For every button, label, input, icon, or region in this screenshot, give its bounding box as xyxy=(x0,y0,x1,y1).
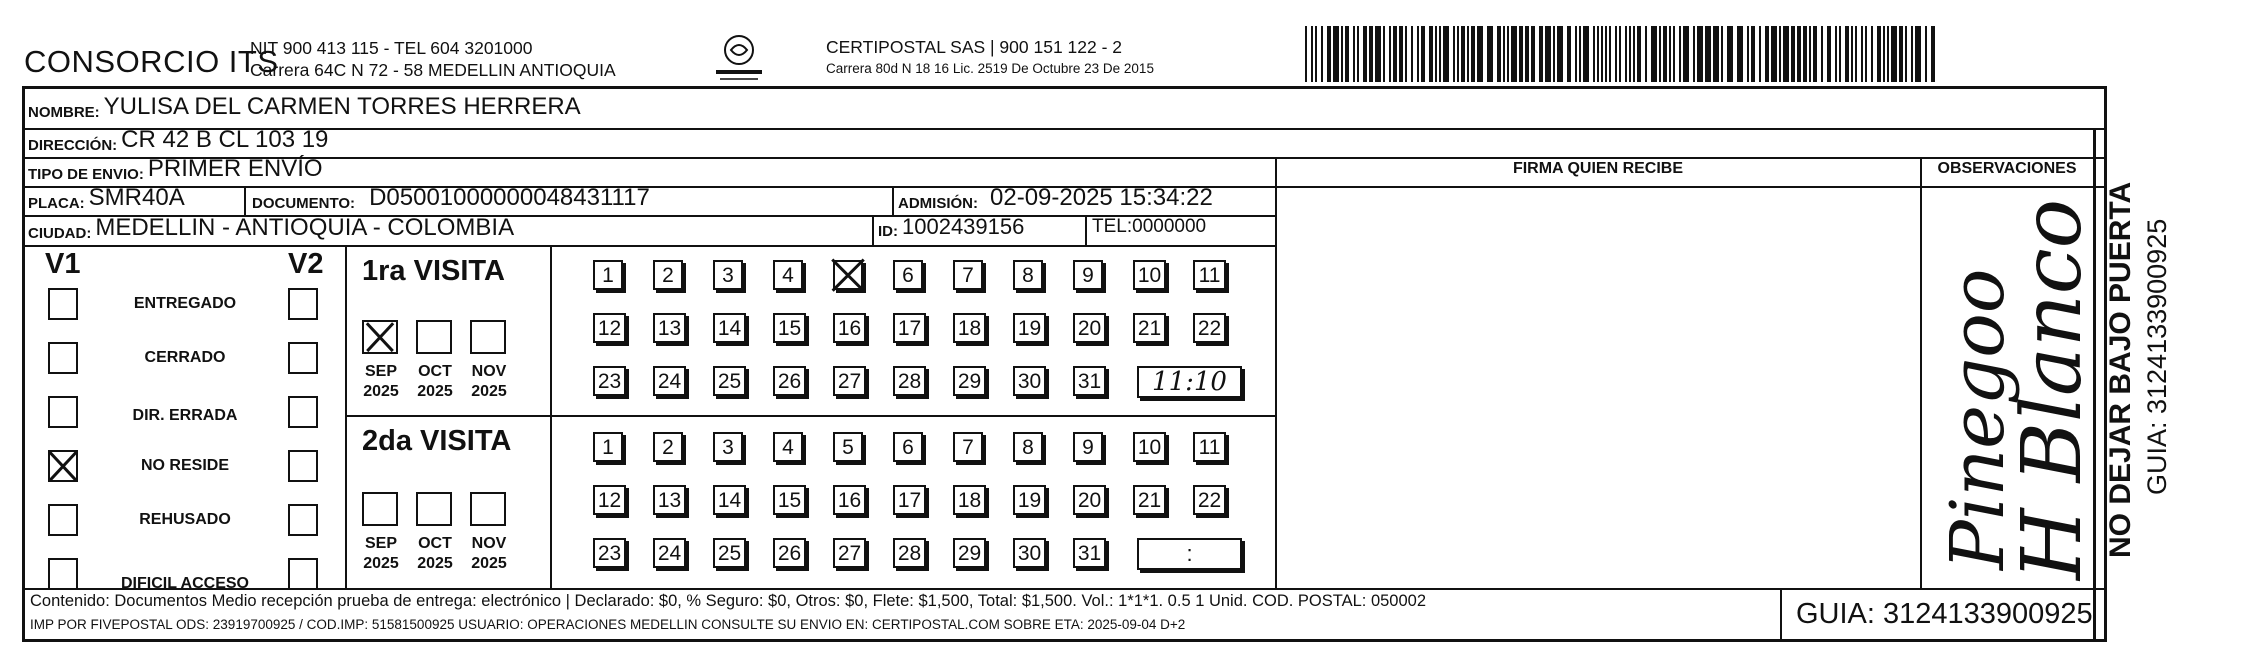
barcode-bar xyxy=(1435,26,1437,82)
barcode-bar xyxy=(1605,26,1607,82)
day-box[interactable]: 20 xyxy=(1073,485,1106,515)
barcode-bar xyxy=(1457,26,1459,82)
barcode-bar xyxy=(1683,26,1689,82)
day-box[interactable]: 10 xyxy=(1133,432,1166,462)
barcode-bar xyxy=(1477,26,1483,82)
barcode-bar xyxy=(1633,26,1635,82)
barcode-bar xyxy=(1809,26,1811,82)
status-label: NO RESIDE xyxy=(140,457,229,474)
barcode-bar xyxy=(1345,26,1349,82)
day-box[interactable]: 11 xyxy=(1193,260,1226,290)
footer-guide-number: GUIA: 3124133900925 xyxy=(1796,598,2093,630)
month-name: NOV xyxy=(471,535,507,552)
footer-print-info: IMP POR FIVEPOSTAL ODS: 23919700925 / COD.IMP: 51581500925 USUARIO: OPERACIONES MEDELLIN CONSULTE SU ENVIO EN: CERTIPOSTAL.COM SOBRE ETA: 2025-09-04 D+2 xyxy=(30,617,1186,632)
month-name: OCT xyxy=(418,535,452,552)
month-checkbox[interactable] xyxy=(416,320,452,354)
day-box[interactable]: 25 xyxy=(713,538,746,568)
city-label: CIUDAD: xyxy=(28,225,92,242)
barcode-bar xyxy=(1765,26,1769,82)
status-label: ENTREGADO xyxy=(133,295,237,312)
barcode-bar xyxy=(1341,26,1343,82)
day-box[interactable]: 31 xyxy=(1073,366,1106,396)
visit2-title: 2da VISITA xyxy=(362,425,512,457)
barcode-bar xyxy=(1461,26,1465,82)
barcode-bar xyxy=(1363,26,1367,82)
barcode-bar xyxy=(1609,26,1611,82)
barcode-bar xyxy=(1531,26,1535,82)
month-label xyxy=(355,534,407,574)
status-v1-checkbox[interactable] xyxy=(48,558,78,590)
barcode-bar xyxy=(1567,26,1571,82)
document-number: D05001000000048431117 xyxy=(369,184,650,211)
observation-handwriting-2: H Blanco xyxy=(2005,198,2100,580)
tel: 0000000 xyxy=(1132,216,1207,237)
barcode-bar xyxy=(1727,26,1733,82)
city-field xyxy=(28,214,514,242)
carrier-info xyxy=(826,36,1154,80)
certipostal-logo-icon xyxy=(710,30,768,88)
day-box[interactable]: 10 xyxy=(1133,260,1166,290)
recipient-name: YULISA DEL CARMEN TORRES HERRERA xyxy=(103,93,581,120)
carrier-address: Carrera 80d N 18 16 Lic. 2519 De Octubre 23 De 2015 xyxy=(826,61,1154,76)
address-label: DIRECCIÓN: xyxy=(28,137,118,154)
signature-header: FIRMA QUIEN RECIBE xyxy=(1512,160,1684,177)
day-box[interactable]: 2 xyxy=(653,260,683,290)
day-box[interactable]: 19 xyxy=(1013,313,1046,343)
barcode-bar xyxy=(1693,26,1695,82)
day-box[interactable]: 21 xyxy=(1133,313,1166,343)
barcode-bar xyxy=(1545,26,1551,82)
carrier-line: CERTIPOSTAL SAS | 900 151 122 - 2 xyxy=(826,37,1123,57)
day-box[interactable]: 1 xyxy=(593,432,623,462)
status-v2-checkbox[interactable] xyxy=(288,288,318,320)
day-box[interactable]: 27 xyxy=(833,366,866,396)
barcode-bar xyxy=(1737,26,1743,82)
admission-field xyxy=(898,184,1213,212)
month-checkbox[interactable] xyxy=(362,492,398,526)
name-label: NOMBRE: xyxy=(28,104,100,121)
status-label: REHUSADO xyxy=(139,511,231,528)
barcode-bar xyxy=(1353,26,1355,82)
barcode-bar xyxy=(1429,26,1433,82)
day-box[interactable]: 6 xyxy=(893,260,923,290)
recipient-id: 1002439156 xyxy=(902,214,1025,239)
barcode-bar xyxy=(1839,26,1841,82)
send-type: PRIMER ENVÍO xyxy=(147,155,323,182)
observation-handwriting-1: Pinegoo xyxy=(1935,268,2021,570)
day-box[interactable]: 22 xyxy=(1193,313,1226,343)
barcode-bar xyxy=(1583,26,1589,82)
city: MEDELLIN - ANTIOQUIA - COLOMBIA xyxy=(95,214,515,241)
barcode-bar xyxy=(1453,26,1455,82)
barcode-bar xyxy=(1905,26,1907,82)
barcode-bar xyxy=(1911,26,1913,82)
document-field xyxy=(252,184,650,212)
day-box[interactable]: 18 xyxy=(953,485,986,515)
send-type-label: TIPO DE ENVIO: xyxy=(28,166,144,183)
barcode-bar xyxy=(1525,26,1529,82)
barcode-bar xyxy=(1697,26,1703,82)
day-box[interactable]: 1 xyxy=(593,260,623,290)
plate: SMR40A xyxy=(88,184,185,211)
barcode-bar xyxy=(1315,26,1317,82)
day-box[interactable]: 12 xyxy=(593,313,626,343)
tel-label: TEL: xyxy=(1092,216,1133,237)
barcode-bar xyxy=(1669,26,1671,82)
day-box[interactable]: 6 xyxy=(893,432,923,462)
barcode-bar xyxy=(1615,26,1617,82)
observations-header: OBSERVACIONES xyxy=(1937,160,2077,177)
day-box[interactable]: 5 xyxy=(833,432,863,462)
month-name: OCT xyxy=(418,363,452,380)
day-box[interactable]: 14 xyxy=(713,313,746,343)
barcode-bar xyxy=(1539,26,1543,82)
day-box[interactable]: 27 xyxy=(833,538,866,568)
day-box[interactable]: 23 xyxy=(593,366,626,396)
barcode-bar xyxy=(1399,26,1403,82)
month-checkbox[interactable] xyxy=(470,320,506,354)
company-address: Carrera 64C N 72 - 58 MEDELLIN ANTIOQUIA xyxy=(250,60,616,80)
barcode-bar xyxy=(1645,26,1647,82)
barcode-bar xyxy=(1899,26,1903,82)
day-box[interactable]: 17 xyxy=(893,313,926,343)
day-box[interactable]: 18 xyxy=(953,313,986,343)
month-year: 2025 xyxy=(417,383,453,400)
barcode-bar xyxy=(1803,26,1807,82)
status-v1-checkbox[interactable] xyxy=(48,288,78,320)
barcode-bar xyxy=(1855,26,1857,82)
barcode-bar xyxy=(1305,26,1307,82)
barcode-bar xyxy=(1593,26,1595,82)
month-name: SEP xyxy=(364,363,397,380)
month-year: 2025 xyxy=(471,555,507,572)
day-box[interactable]: 13 xyxy=(653,313,686,343)
barcode-bar xyxy=(1865,26,1867,82)
day-box[interactable]: 25 xyxy=(713,366,746,396)
status-v2-checkbox[interactable] xyxy=(288,342,318,374)
barcode-bar xyxy=(1883,26,1885,82)
day-box[interactable]: 15 xyxy=(773,313,806,343)
day-box[interactable]: 7 xyxy=(953,260,983,290)
barcode-bar xyxy=(1851,26,1853,82)
day-box[interactable]: 13 xyxy=(653,485,686,515)
barcode-bar xyxy=(1575,26,1577,82)
barcode-bar xyxy=(1659,26,1661,82)
barcode-bar xyxy=(1747,26,1749,82)
day-box[interactable]: 29 xyxy=(953,366,986,396)
company-name: CONSORCIO ITS xyxy=(24,44,279,79)
barcode-bar xyxy=(1663,26,1667,82)
signature-area[interactable] xyxy=(1277,187,1919,587)
barcode-bar xyxy=(1791,26,1795,82)
day-box[interactable]: 28 xyxy=(893,538,926,568)
barcode-bar xyxy=(1417,26,1419,82)
barcode-bar xyxy=(1779,26,1781,82)
barcode-bar xyxy=(1813,26,1817,82)
barcode-bar xyxy=(1393,26,1397,82)
barcode-bar xyxy=(1519,26,1523,82)
day-box[interactable]: 11 xyxy=(1193,432,1226,462)
day-box[interactable]: 15 xyxy=(773,485,806,515)
month-year: 2025 xyxy=(363,383,399,400)
day-box[interactable]: 2 xyxy=(653,432,683,462)
barcode-bar xyxy=(1705,26,1711,82)
barcode-bar xyxy=(1439,26,1441,82)
barcode-bar xyxy=(1507,26,1509,82)
day-box[interactable]: 22 xyxy=(1193,485,1226,515)
address-field xyxy=(28,126,328,154)
barcode-bar xyxy=(1511,26,1517,82)
day-box[interactable]: 24 xyxy=(653,366,686,396)
send-type-field xyxy=(28,155,323,183)
status-v2-checkbox[interactable] xyxy=(288,558,318,590)
barcode-bar xyxy=(1411,26,1413,82)
status-v2-checkbox[interactable] xyxy=(288,504,318,536)
month-year: 2025 xyxy=(471,383,507,400)
side-guide-number: GUIA: 3124133900925 xyxy=(2142,218,2172,495)
month-label xyxy=(355,362,407,402)
barcode-bar xyxy=(1931,26,1935,82)
barcode-bar xyxy=(1553,26,1555,82)
v2-label: V2 xyxy=(288,248,324,280)
admission-date: 02-09-2025 15:34:22 xyxy=(990,184,1213,211)
document-label: DOCUMENTO: xyxy=(252,195,356,212)
visit1-title: 1ra VISITA xyxy=(362,255,505,287)
barcode-bar xyxy=(1597,26,1599,82)
day-box[interactable]: 12 xyxy=(593,485,626,515)
day-box[interactable]: 26 xyxy=(773,538,806,568)
day-box[interactable]: 20 xyxy=(1073,313,1106,343)
barcode-bar xyxy=(1619,26,1621,82)
v1-label: V1 xyxy=(45,248,81,280)
barcode-bar xyxy=(1835,26,1837,82)
day-box[interactable]: 29 xyxy=(953,538,986,568)
barcode-bar xyxy=(1673,26,1675,82)
plate-label: PLACA: xyxy=(28,195,85,212)
day-box[interactable]: 9 xyxy=(1073,260,1103,290)
month-checkbox[interactable] xyxy=(362,320,398,354)
barcode-bar xyxy=(1321,26,1323,82)
month-label xyxy=(409,362,461,402)
barcode-bar xyxy=(1601,26,1603,82)
day-box[interactable]: 3 xyxy=(713,432,743,462)
status-v1-checkbox[interactable] xyxy=(48,504,78,536)
barcode-bar xyxy=(1877,26,1881,82)
day-box[interactable]: 19 xyxy=(1013,485,1046,515)
barcode-bar xyxy=(1405,26,1407,82)
status-label: DIFICIL ACCESO xyxy=(120,575,249,592)
day-box[interactable]: 14 xyxy=(713,485,746,515)
barcode-bar xyxy=(1579,26,1581,82)
status-label: CERRADO xyxy=(144,349,226,366)
visit-time-box[interactable]: 11:10 xyxy=(1137,366,1242,398)
no-dejar-notice: NO DEJAR BAJO PUERTA xyxy=(2104,181,2137,558)
month-label xyxy=(463,362,515,402)
month-name: NOV xyxy=(471,363,507,380)
barcode-bar xyxy=(1925,26,1927,82)
barcode-bar xyxy=(1759,26,1761,82)
barcode-bar xyxy=(1861,26,1863,82)
day-box[interactable]: 16 xyxy=(833,485,866,515)
status-v2-checkbox[interactable] xyxy=(288,450,318,482)
status-v1-checkbox[interactable] xyxy=(48,342,78,374)
visit-time-box[interactable]: : xyxy=(1137,538,1242,570)
barcode-bar xyxy=(1915,26,1921,82)
company-info xyxy=(250,37,616,81)
barcode-bar xyxy=(1827,26,1831,82)
day-box[interactable]: 26 xyxy=(773,366,806,396)
day-box[interactable]: 4 xyxy=(773,432,803,462)
barcode-bar xyxy=(1797,26,1801,82)
day-box[interactable]: 21 xyxy=(1133,485,1166,515)
month-label xyxy=(463,534,515,574)
barcode-bar xyxy=(1651,26,1657,82)
barcode-bar xyxy=(1383,26,1385,82)
barcode-bar xyxy=(1487,26,1493,82)
day-box[interactable]: 30 xyxy=(1013,366,1046,396)
month-name: SEP xyxy=(364,535,397,552)
day-box[interactable]: 30 xyxy=(1013,538,1046,568)
day-box[interactable] xyxy=(833,260,863,290)
status-v2-checkbox[interactable] xyxy=(288,396,318,428)
day-box[interactable]: 8 xyxy=(1013,432,1043,462)
day-box[interactable]: 4 xyxy=(773,260,803,290)
barcode-bar xyxy=(1503,26,1505,82)
barcode-bar xyxy=(1375,26,1381,82)
day-box[interactable]: 9 xyxy=(1073,432,1103,462)
status-v1-checkbox[interactable] xyxy=(48,396,78,428)
barcode-bar xyxy=(1333,26,1339,82)
barcode-bar xyxy=(1713,26,1719,82)
admission-label: ADMISIÓN: xyxy=(898,195,978,212)
barcode-bar xyxy=(1421,26,1425,82)
barcode-bar xyxy=(1625,26,1627,82)
day-box[interactable]: 7 xyxy=(953,432,983,462)
day-box[interactable]: 16 xyxy=(833,313,866,343)
day-box[interactable]: 24 xyxy=(653,538,686,568)
month-year: 2025 xyxy=(417,555,453,572)
tel-field xyxy=(1092,216,1206,238)
barcode-bar xyxy=(1783,26,1789,82)
barcode-bar xyxy=(1845,26,1849,82)
barcode-bar xyxy=(1891,26,1897,82)
barcode-icon xyxy=(1305,26,1940,82)
barcode-bar xyxy=(1327,26,1331,82)
barcode-bar xyxy=(1467,26,1469,82)
barcode-bar xyxy=(1357,26,1359,82)
month-year: 2025 xyxy=(363,555,399,572)
day-box[interactable]: 17 xyxy=(893,485,926,515)
barcode-bar xyxy=(1721,26,1723,82)
day-box[interactable]: 23 xyxy=(593,538,626,568)
barcode-bar xyxy=(1887,26,1889,82)
barcode-bar xyxy=(1311,26,1313,82)
barcode-bar xyxy=(1771,26,1777,82)
barcode-bar xyxy=(1369,26,1373,82)
id-field xyxy=(878,214,1024,240)
status-v1-checkbox[interactable] xyxy=(48,450,78,482)
barcode-bar xyxy=(1637,26,1641,82)
barcode-bar xyxy=(1557,26,1563,82)
day-box[interactable]: 31 xyxy=(1073,538,1106,568)
barcode-bar xyxy=(1389,26,1391,82)
day-box[interactable]: 3 xyxy=(713,260,743,290)
month-checkbox[interactable] xyxy=(470,492,506,526)
barcode-bar xyxy=(1497,26,1501,82)
month-checkbox[interactable] xyxy=(416,492,452,526)
plate-field xyxy=(28,184,185,212)
barcode-bar xyxy=(1871,26,1873,82)
barcode-bar xyxy=(1471,26,1475,82)
barcode-bar xyxy=(1751,26,1755,82)
barcode-bar xyxy=(1629,26,1631,82)
id-label: ID: xyxy=(878,223,898,240)
month-label xyxy=(409,534,461,574)
recipient-address: CR 42 B CL 103 19 xyxy=(121,126,329,153)
day-box[interactable]: 28 xyxy=(893,366,926,396)
barcode-bar xyxy=(1443,26,1449,82)
status-label: DIR. ERRADA xyxy=(132,407,238,424)
day-box[interactable]: 8 xyxy=(1013,260,1043,290)
nit-line: NIT 900 413 115 - TEL 604 3201000 xyxy=(250,38,533,58)
recipient-name-field xyxy=(28,93,581,121)
barcode-bar xyxy=(1679,26,1681,82)
footer-contents: Contenido: Documentos Medio recepción prueba de entrega: electrónico | Declarado: $0, % Seguro: $0, Otros: $0, Flete: $1,500, Total: $1,500. Vol.: 1*1*1. 0.5 1 Unid. COD. POSTAL: 050002 xyxy=(30,592,1427,610)
barcode-bar xyxy=(1821,26,1823,82)
